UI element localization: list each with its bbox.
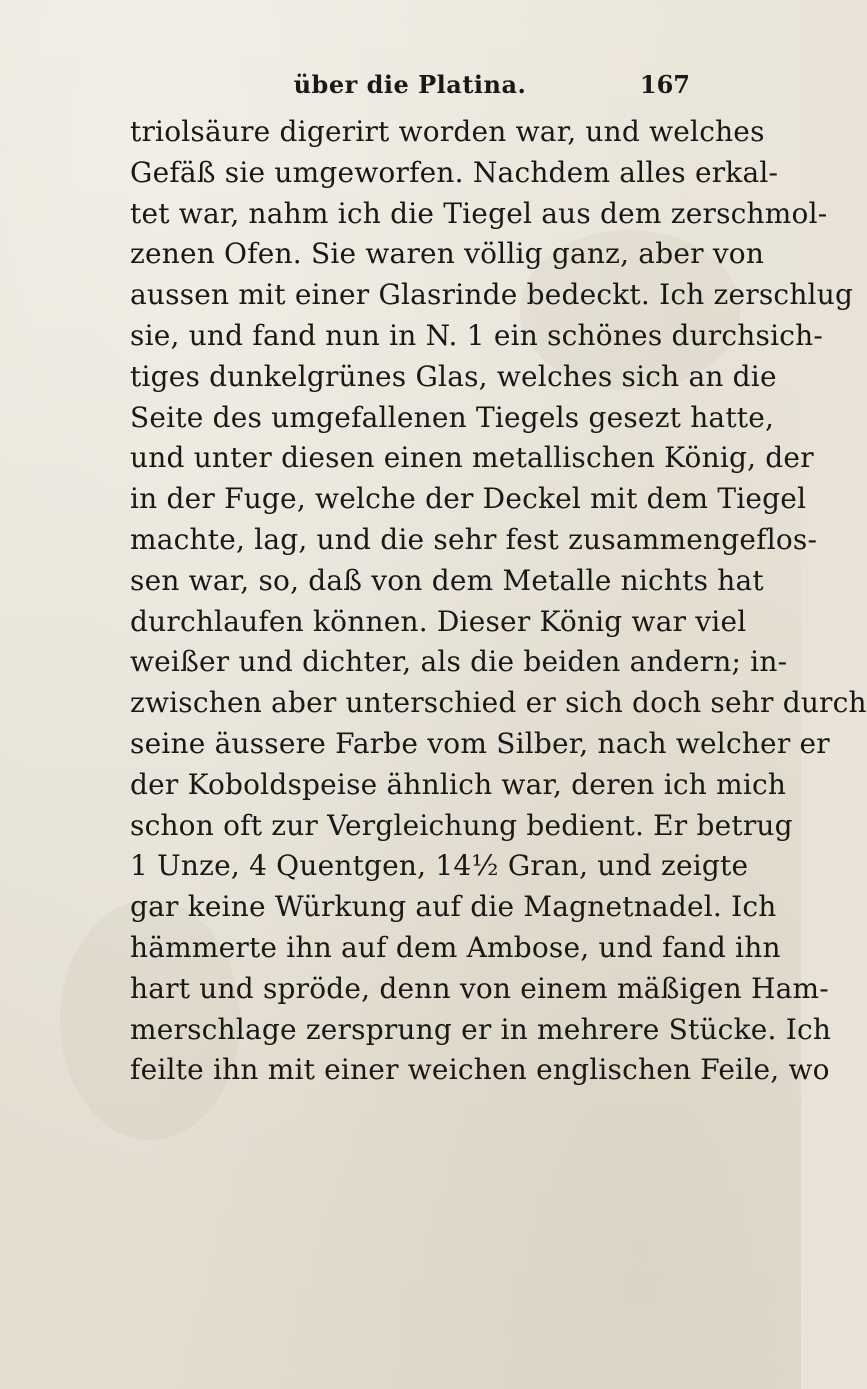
text-line: triolsäure digerirt worden war, und welches <box>130 115 765 148</box>
text-line: sie, und fand nun in N. 1 ein schönes durchsich- <box>130 318 824 352</box>
text-line: sen war, so, daß von dem Metalle nichts hat <box>130 563 764 597</box>
text-line: hämmerte ihn auf dem Ambose, und fand ihn <box>130 930 781 964</box>
text-line: seine äussere Farbe vom Silber, nach welcher er <box>130 726 830 760</box>
text-line: tet war, nahm ich die Tiegel aus dem zerschmol- <box>130 196 828 230</box>
text-line: machte, lag, und die sehr fest zusammengeflos- <box>130 522 818 556</box>
text-line: durchlaufen können. Dieser König war viel <box>130 604 747 638</box>
text-line: tiges dunkelgrünes Glas, welches sich an die <box>130 359 777 393</box>
page-header <box>130 70 690 104</box>
text-line: aussen mit einer Glasrinde bedeckt. Ich zerschlug <box>130 278 854 312</box>
text-line: zwischen aber unterschied er sich doch sehr durch <box>130 686 867 720</box>
text-line: und unter diesen einen metallischen König, der <box>130 441 814 475</box>
text-line: der Koboldspeise ähnlich war, deren ich mich <box>130 767 787 801</box>
text-line: 1 Unze, 4 Quentgen, 14½ Gran, und zeigte <box>130 849 749 883</box>
text-line: gar keine Würkung auf die Magnetnadel. Ich <box>130 890 777 924</box>
text-line: merschlage zersprung er in mehrere Stücke. Ich <box>130 1012 832 1046</box>
text-line: feilte ihn mit einer weichen englischen Feile, wo <box>130 1053 830 1087</box>
running-title: über die Platina. <box>293 70 527 99</box>
text-line: Gefäß sie umgeworfen. Nachdem alles erkal- <box>130 155 779 189</box>
body-text <box>130 112 867 1091</box>
text-line: Seite des umgefallenen Tiegels gesezt hatte, <box>130 400 775 434</box>
text-line: zenen Ofen. Sie waren völlig ganz, aber von <box>130 237 765 271</box>
text-line: weißer und dichter, als die beiden andern; in- <box>130 645 788 679</box>
text-line: hart und spröde, denn von einem mäßigen Ham- <box>130 971 829 1005</box>
text-line: in der Fuge, welche der Deckel mit dem Tiegel <box>130 482 807 516</box>
page-number: 167 <box>639 70 690 99</box>
text-line: schon oft zur Vergleichung bedient. Er betrug <box>130 808 793 842</box>
